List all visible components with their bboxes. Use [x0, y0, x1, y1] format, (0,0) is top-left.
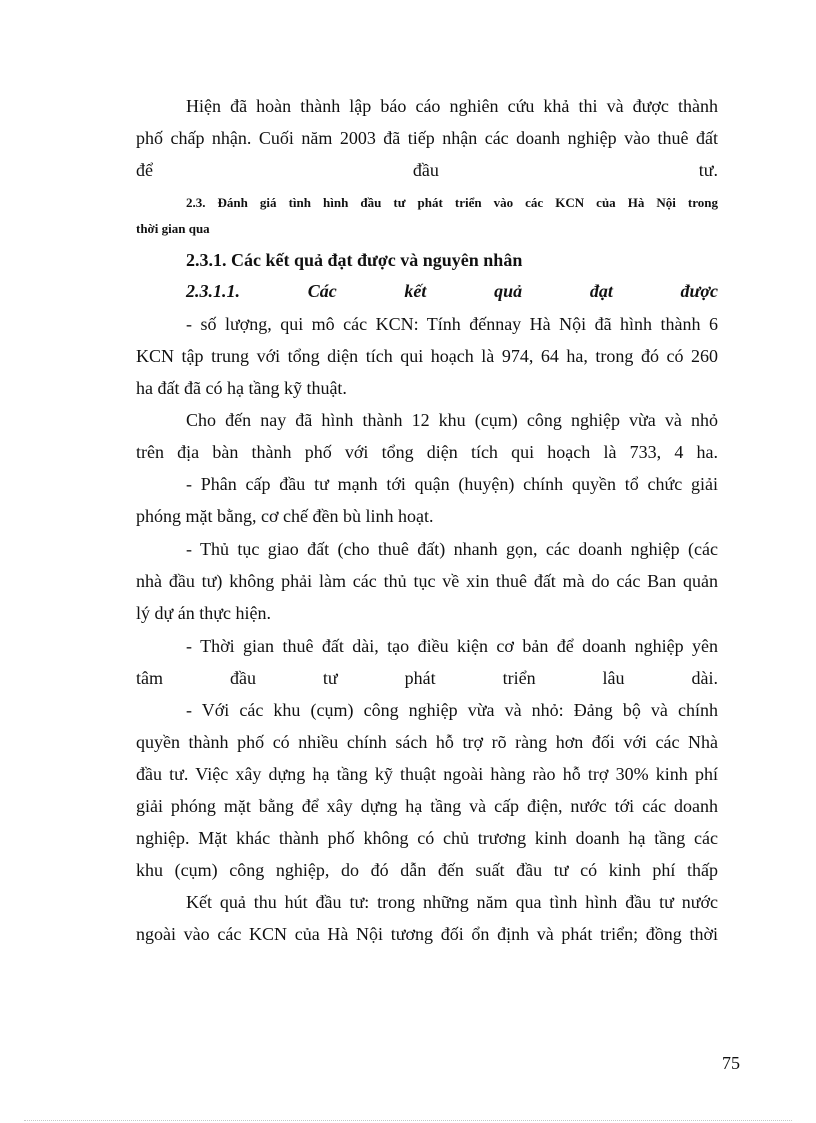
paragraph-line: giải phóng mặt bằng để xây dựng hạ tầng và cấp điện, nước tới các doanh [136, 796, 718, 816]
paragraph-line: - Thời gian thuê đất dài, tạo điều kiện cơ bản để doanh nghiệp yên [186, 636, 718, 656]
section-heading-cont: thời gian qua [136, 221, 210, 236]
paragraph-line: quyền thành phố có nhiều chính sách hỗ trợ rõ ràng hơn đối với các Nhà [136, 732, 718, 752]
paragraph-line: - Thủ tục giao đất (cho thuê đất) nhanh gọn, các doanh nghiệp (các [186, 539, 718, 559]
paragraph-line: - số lượng, qui mô các KCN: Tính đếnnay Hà Nội đã hình thành 6 [186, 314, 718, 334]
subsubsection-heading: 2.3.1.1. Các kết quả đạt được [186, 281, 718, 301]
paragraph-line: ha đất đã có hạ tầng kỹ thuật. [136, 378, 347, 398]
paragraph-line: phố chấp nhận. Cuối năm 2003 đã tiếp nhận các doanh nghiệp vào thuê đất [136, 128, 718, 148]
paragraph-line: để đầu tư. [136, 160, 718, 180]
paragraph-line: khu (cụm) công nghiệp, do đó dẫn đến suất đầu tư có kinh phí thấp [136, 860, 718, 880]
paragraph-line: đầu tư. Việc xây dựng hạ tầng kỹ thuật ngoài hàng rào hỗ trợ 30% kinh phí [136, 764, 718, 784]
paragraph-line: nghiệp. Mặt khác thành phố không có chủ trương kinh doanh hạ tầng các [136, 828, 718, 848]
paragraph-line: - Với các khu (cụm) công nghiệp vừa và nhỏ: Đảng bộ và chính [186, 700, 718, 720]
paragraph-line: nhà đầu tư) không phải làm các thủ tục về xin thuê đất mà do các Ban quản [136, 571, 718, 591]
paragraph-line: KCN tập trung với tổng diện tích qui hoạch là 974, 64 ha, trong đó có 260 [136, 346, 718, 366]
footer-divider [24, 1120, 792, 1121]
paragraph-line: tâm đầu tư phát triển lâu dài. [136, 668, 718, 688]
paragraph-line: Hiện đã hoàn thành lập báo cáo nghiên cứu khả thi và được thành [186, 96, 718, 116]
paragraph-line: ngoài vào các KCN của Hà Nội tương đối ổn định và phát triển; đồng thời [136, 924, 718, 944]
paragraph-line: lý dự án thực hiện. [136, 603, 271, 623]
paragraph-line: Cho đến nay đã hình thành 12 khu (cụm) công nghiệp vừa và nhỏ [186, 410, 718, 430]
section-heading: 2.3. Đánh giá tình hình đầu tư phát triển vào các KCN của Hà Nội trong [186, 195, 718, 210]
subsection-heading: 2.3.1. Các kết quả đạt được và nguyên nhân [186, 250, 523, 270]
page-number: 75 [722, 1053, 740, 1073]
paragraph-line: phóng mặt bằng, cơ chế đền bù linh hoạt. [136, 506, 434, 526]
paragraph-line: Kết quả thu hút đầu tư: trong những năm qua tình hình đầu tư nước [186, 892, 718, 912]
paragraph-line: - Phân cấp đầu tư mạnh tới quận (huyện) chính quyền tổ chức giải [186, 474, 718, 494]
paragraph-line: trên địa bàn thành phố với tổng diện tích qui hoạch là 733, 4 ha. [136, 442, 718, 462]
